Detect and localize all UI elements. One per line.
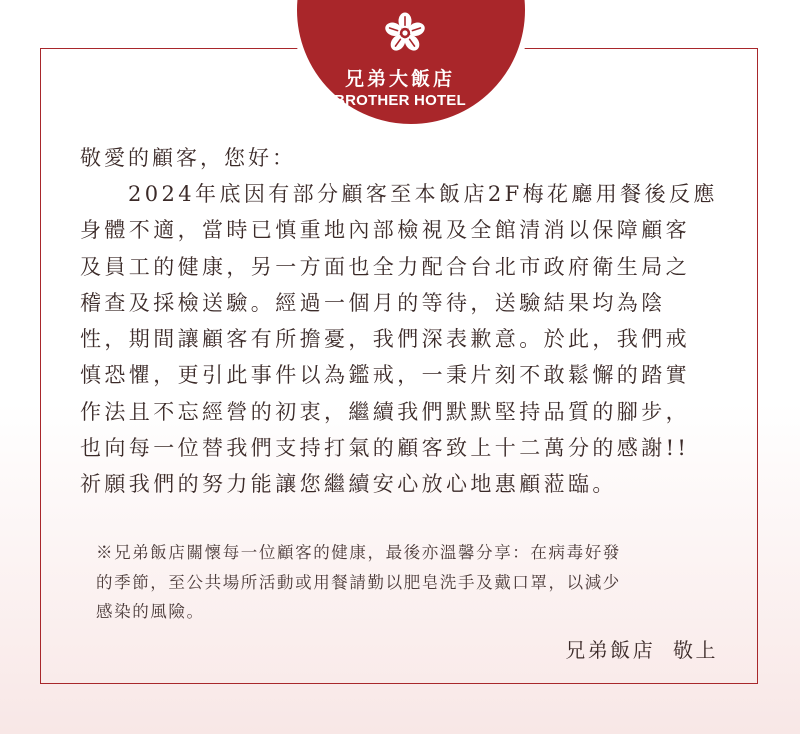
letter-line: 身體不適，當時已慎重地內部檢視及全館清消以保障顧客 <box>80 218 690 243</box>
letter-line: 及員工的健康，另一方面也全力配合台北市政府衛生局之 <box>80 254 690 279</box>
plum-blossom-icon <box>384 12 426 54</box>
letter-line: 2024年底因有部分顧客至本飯店2F梅花廳用餐後反應 <box>128 182 718 206</box>
letter-line: 性，期間讓顧客有所擔憂，我們深表歉意。於此，我們戒 <box>80 327 690 352</box>
letter-greeting: 敬愛的顧客，您好： <box>80 146 296 170</box>
note-line: ※兄弟飯店關懷每一位顧客的健康，最後亦溫馨分享：在病毒好發 <box>96 543 621 562</box>
letter-body <box>80 140 730 503</box>
brand-name-zh: 兄弟大飯店 <box>344 68 455 90</box>
letter-line: 祈願我們的努力能讓您繼續安心放心地惠顧蒞臨。 <box>80 472 617 497</box>
note-line: 感染的風險。 <box>96 602 205 621</box>
health-note <box>96 538 726 627</box>
note-line: 的季節，至公共場所活動或用餐請勤以肥皂洗手及戴口罩，以減少 <box>96 572 621 592</box>
letter-line: 稽查及採檢送驗。經過一個月的等待，送驗結果均為陰 <box>80 290 666 315</box>
brand-name-en: BROTHER HOTEL <box>334 92 466 109</box>
letter-line: 也向每一位替我們支持打氣的顧客致上十二萬分的感謝!! <box>80 436 690 461</box>
letter-line: 慎恐懼，更引此事件以為鑑戒，一秉片刻不敢鬆懈的踏實 <box>80 363 690 388</box>
letter-line: 作法且不忘經營的初衷，繼續我們默默堅持品質的腳步， <box>80 399 690 424</box>
signature: 兄弟飯店 敬上 <box>565 638 718 662</box>
